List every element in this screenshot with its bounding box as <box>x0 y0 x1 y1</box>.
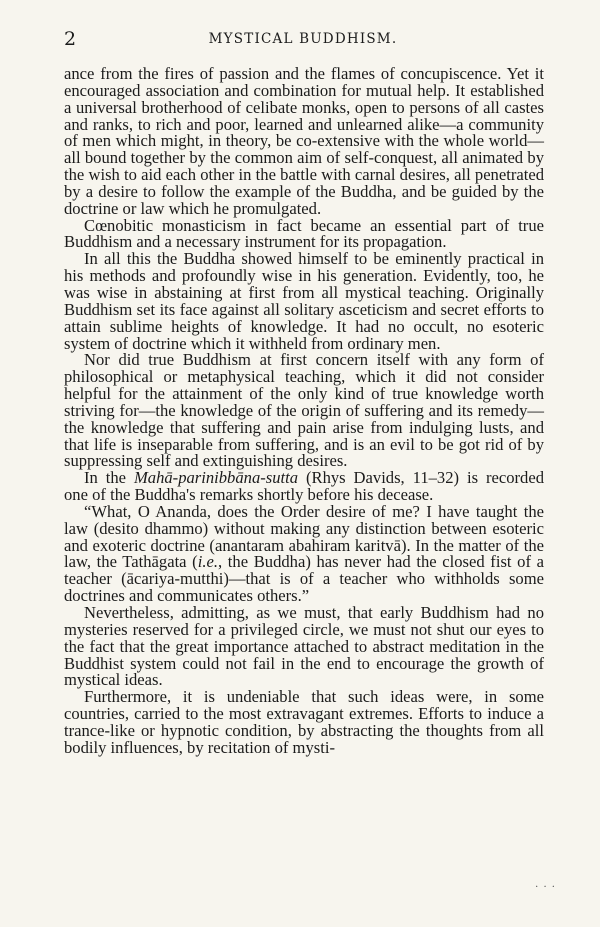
paragraph-2: Cœnobitic monasticism in fact became an essential part of true Buddhism and a necessary instrument for its propagation. <box>64 215 544 252</box>
catchword-mark: · · · <box>535 882 556 893</box>
paragraph-5-lead: In the <box>84 468 134 488</box>
page-number: 2 <box>64 28 77 50</box>
paragraph-8: Furthermore, it is undeniable that such ideas were, in some countries, carried to the most extravagant extremes. Efforts to induce a trance-like or hypnotic condition, by abstracting the thoughts from all bodily influences, by recitation of mysti- <box>64 687 544 757</box>
paragraph-3: In all this the Buddha showed himself to be eminently practical in his methods and profoundly wise in his generation. Evidently, too, he was wise in abstaining at first from all mystical teaching. Originally Buddhism set its face against all solitary asceticism and secret efforts to attain sublime heights of knowledge. It had no occult, no esoteric system of doctrine which it withheld from ordinary men. <box>64 249 544 353</box>
quotation-paragraph <box>64 501 544 606</box>
body-text <box>64 66 544 757</box>
paragraph-4: Nor did true Buddhism at first concern itself with any form of philosophical or metaphysical teaching, which it did not consider helpful for the attainment of the only kind of true knowledge worth striving for—the knowledge of the origin of suffering and its remedy—the knowledge that suffering and pain arise from indulging lusts, and that life is inseparable from suffering, and is an evil to be got rid of by suppressing self and extinguishing desires. <box>64 350 544 471</box>
running-head: MYSTICAL BUDDHISM. <box>208 31 398 47</box>
page-header <box>64 28 542 52</box>
sutta-title: Mahā-parinibbāna-sutta <box>133 468 299 488</box>
paragraph-1: ance from the fires of passion and the flames of concupiscence. Yet it encouraged association and combination for mutual help. It established a universal brotherhood of celibate monks, open to persons of all castes and ranks, to rich and poor, learned and unlearned alike—a community of men which might, in theory, be co-extensive with the whole world—all bound together by the common aim of self-conquest, all animated by the wish to aid each other in the battle with carnal desires, all penetrated by a desire to follow the example of the Buddha, and be guided by the doctrine or law which he promulgated. <box>64 64 544 218</box>
quotation-lead: “What, O Ananda, does the Order desire of me? I have taught the law (desito dhammo) without making any distinction between esoteric and exoteric doctrine (anantaram abahiram karitvā). In the matter of the law, the Tathāgata ( <box>64 501 544 572</box>
paragraph-5 <box>64 470 544 504</box>
paragraph-5-rest: (Rhys Davids, 11–32) is recorded one of the Buddha's remarks shortly before his decease. <box>64 468 544 505</box>
quotation-rest: , the Buddha) has never had the closed fist of a teacher (ācariya-mutthi)—that is of a teacher who withholds some doctrines and communicates others.” <box>64 552 544 606</box>
ie-abbreviation: i.e. <box>197 552 218 572</box>
paragraph-7: Nevertheless, admitting, as we must, that early Buddhism had no mysteries reserved for a privileged circle, we must not shut our eyes to the fact that the great importance attached to abstract meditation in the Buddhist system could not fail in the end to encourage the growth of mystical ideas. <box>64 603 544 690</box>
